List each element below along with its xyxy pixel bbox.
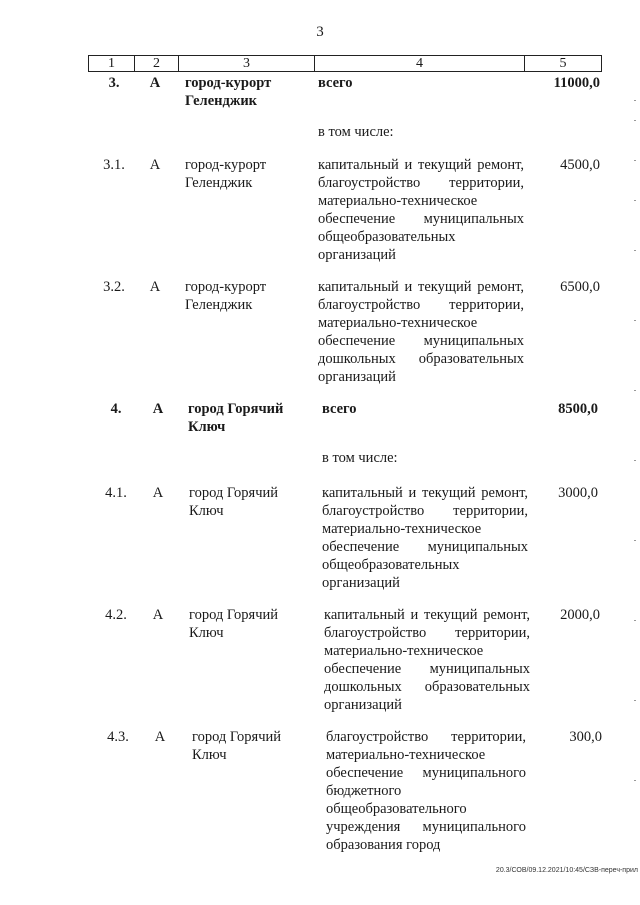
row-municipality: город-курорт Геленджик	[185, 75, 272, 109]
subtotal-note: в том числе:	[322, 450, 398, 466]
scan-margin-marks	[634, 60, 636, 860]
subtotal-note: в том числе:	[318, 124, 394, 140]
row-description: капитальный и текущий ремонт, благоустройство территории, материально-техническое обеспечение муниципальных общеобразовательных организаций	[318, 157, 524, 263]
row-municipality: город-курорт Геленджик	[185, 157, 267, 191]
row-description: всего	[322, 401, 357, 417]
row-municipality: город Горячий Ключ	[188, 401, 284, 435]
row-amount: 3000,0	[558, 485, 598, 501]
row-amount: 4500,0	[560, 157, 600, 173]
column-header-5: 5	[559, 56, 567, 71]
row-description: капитальный и текущий ремонт, благоустройство территории, материально-техническое обеспечение муниципальных дошкольных образовательных организаций	[324, 607, 530, 713]
row-description: капитальный и текущий ремонт, благоустройство территории, материально-техническое обеспечение муниципальных дошкольных образовательных организаций	[318, 279, 524, 385]
row-number: 4.1.	[105, 485, 127, 501]
column-header-3: 3	[179, 56, 315, 71]
row-number: 4.	[110, 401, 122, 417]
row-municipality: город-курорт Геленджик	[185, 279, 267, 313]
table-header	[88, 55, 602, 72]
row-number: 3.1.	[103, 157, 125, 173]
column-header-4: 4	[315, 56, 525, 71]
row-number: 4.2.	[105, 607, 127, 623]
row-category: А	[152, 401, 164, 417]
row-category: А	[149, 75, 161, 91]
row-amount: 11000,0	[553, 75, 600, 91]
row-category: А	[154, 729, 166, 745]
row-description: благоустройство территории, материально-техническое обеспечение муниципального бюджетного общеобразовательного учреждения муниципального образования город	[326, 729, 526, 853]
row-description: капитальный и текущий ремонт, благоустройство территории, материально-техническое обеспечение муниципальных общеобразовательных организаций	[322, 485, 528, 591]
row-amount: 8500,0	[558, 401, 598, 417]
page-number: 3	[316, 24, 324, 40]
column-header-2: 2	[135, 56, 179, 71]
row-category: А	[149, 279, 161, 295]
row-municipality: город Горячий Ключ	[192, 729, 282, 763]
row-amount: 300,0	[569, 729, 602, 745]
row-number: 4.3.	[107, 729, 129, 745]
row-category: А	[149, 157, 161, 173]
column-header-1: 1	[89, 56, 135, 71]
row-description: всего	[318, 75, 353, 91]
document-footer-code: 20.3/СОВ/09.12.2021/10:45/СЗВ-переч-прил	[495, 867, 638, 874]
row-number: 3.	[108, 75, 120, 91]
row-category: А	[152, 485, 164, 501]
row-category: А	[152, 607, 164, 623]
row-municipality: город Горячий Ключ	[189, 607, 279, 641]
row-municipality: город Горячий Ключ	[189, 485, 279, 519]
row-amount: 6500,0	[560, 279, 600, 295]
row-number: 3.2.	[103, 279, 125, 295]
row-amount: 2000,0	[560, 607, 600, 623]
